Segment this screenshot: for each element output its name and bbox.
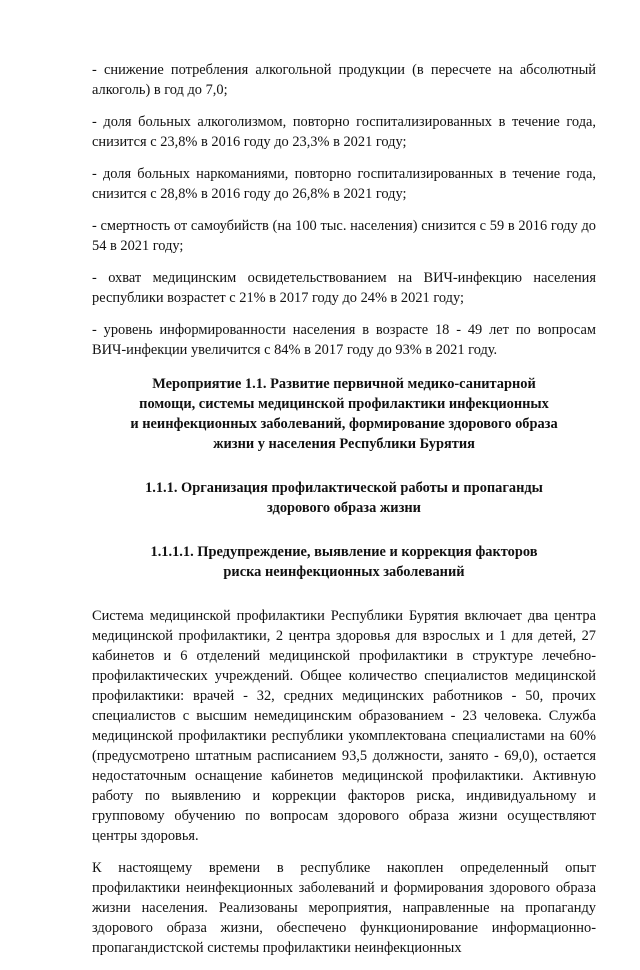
bullet-drug-addiction-rehospitalization: - доля больных наркоманиями, повторно госпитализированных в течение года, снизится с 28,8% в 2016 году до 26,8% в 2021 году; (92, 166, 596, 202)
document-body (92, 60, 596, 970)
bullet-alcohol-consumption: - снижение потребления алкогольной продукции (в пересчете на абсолютный алкоголь) в год до 7,0; (92, 62, 596, 98)
paragraph-prevention-system: Система медицинской профилактики Республики Бурятия включает два центра медицинской профилактики, 2 центра здоровья для взрослых и 1 для детей, 27 кабинетов и 6 отделений медицинской профилактики в структуре лечебно-профилактических учреждений. Общее количество специалистов медицинской профилактики: врачей - 32, средних медицинских работников - 50, прочих специалистов с высшим немедицинским образованием - 23 человека. Служба медицинской профилактики республики укомплектована специалистами на 60% (предусмотрено штатным расписанием 93,5 должности, занято - 69,0), остается недостаточным оснащение кабинетов медицинской профилактики. Активную работу по выявлению и коррекции факторов риска, индивидуальному и групповому обучению по вопросам здорового образа жизни осуществляют центры здоровья. (92, 608, 596, 844)
paragraph-accumulated-experience: К настоящему времени в республике накоплен определенный опыт профилактики неинфекционных заболеваний и формирования здорового образа жизни населения. Реализованы мероприятия, направленные на пропаганду здорового образа жизни, обеспечено функционирование информационно-пропагандистской системы профилактики неинфекционных (92, 860, 596, 956)
activity-heading: Мероприятие 1.1. Развитие первичной медико-санитарной помощи, системы медицинской профилактики инфекционных и неинфекционных заболеваний, формирование здорового образа жизни у населения Республики Бурятия (130, 376, 558, 452)
heading-spacer (92, 582, 596, 606)
subsection-heading: 1.1.1.1. Предупреждение, выявление и коррекция факторов риска неинфекционных заболеваний (150, 544, 538, 580)
bullet-hiv-awareness: - уровень информированности населения в возрасте 18 - 49 лет по вопросам ВИЧ-инфекции увеличится с 84% в 2017 году до 93% в 2021 году. (92, 322, 596, 358)
bullet-hiv-screening: - охват медицинским освидетельствованием на ВИЧ-инфекцию населения республики возрастет с 21% в 2017 году до 24% в 2021 году; (92, 270, 596, 306)
section-heading: 1.1.1. Организация профилактической работы и пропаганды здорового образа жизни (145, 480, 543, 516)
body-text (92, 606, 596, 958)
bullet-suicide-mortality: - смертность от самоубийств (на 100 тыс. населения) снизится с 59 в 2016 году до 54 в 2021 году; (92, 218, 596, 254)
bullet-alcoholism-rehospitalization: - доля больных алкоголизмом, повторно госпитализированных в течение года, снизится с 23,8% в 2016 году до 23,3% в 2021 году; (92, 114, 596, 150)
